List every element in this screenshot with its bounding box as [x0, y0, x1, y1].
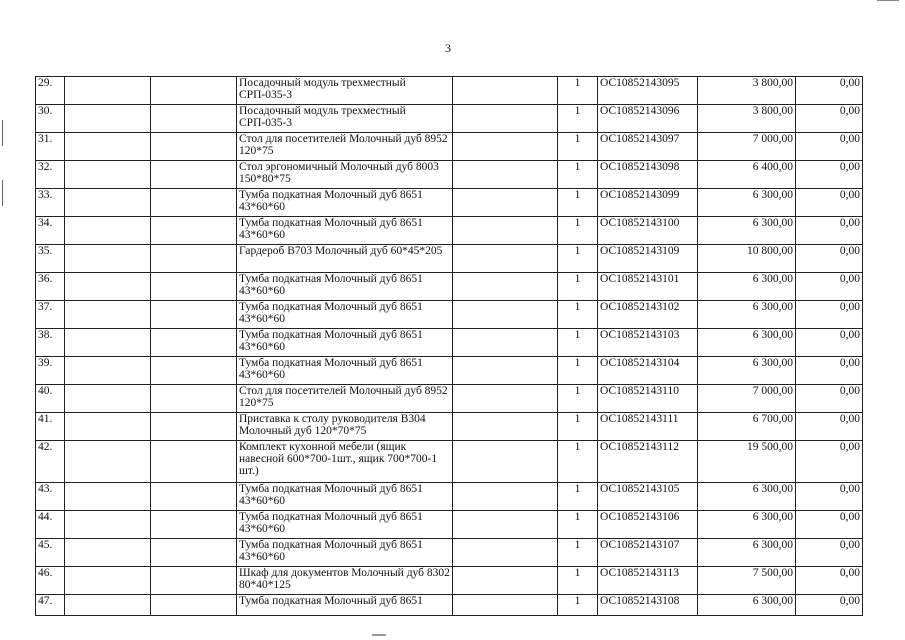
empty-cell [151, 105, 237, 133]
empty-cell [453, 413, 558, 441]
residual-cell: 0,00 [796, 161, 863, 189]
empty-cell [453, 483, 558, 511]
residual-cell: 0,00 [796, 511, 863, 539]
empty-cell [151, 301, 237, 329]
inventory-code-cell: ОС10852143097 [598, 133, 698, 161]
item-name-cell: Тумба подкатная Молочный дуб 8651 43*60*60 [237, 217, 453, 245]
table-body [36, 77, 863, 616]
empty-cell [65, 273, 151, 301]
row-number-cell: 29. [36, 77, 65, 105]
row-number-cell: 44. [36, 511, 65, 539]
row-number-cell: 38. [36, 329, 65, 357]
row-number-cell: 35. [36, 245, 65, 273]
quantity-cell: 1 [558, 595, 598, 616]
residual-cell: 0,00 [796, 273, 863, 301]
empty-cell [151, 189, 237, 217]
item-name-cell: Стол эргономичный Молочный дуб 8003 150*80*75 [237, 161, 453, 189]
empty-cell [151, 539, 237, 567]
amount-cell: 7 000,00 [698, 133, 796, 161]
item-name-cell: Тумба подкатная Молочный дуб 8651 43*60*60 [237, 357, 453, 385]
inventory-code-cell: ОС10852143104 [598, 357, 698, 385]
quantity-cell: 1 [558, 301, 598, 329]
amount-cell: 7 500,00 [698, 567, 796, 595]
quantity-cell: 1 [558, 161, 598, 189]
empty-cell [65, 539, 151, 567]
empty-cell [151, 511, 237, 539]
residual-cell: 0,00 [796, 385, 863, 413]
inventory-code-cell: ОС10852143096 [598, 105, 698, 133]
table-row [36, 161, 863, 189]
item-name-cell: Приставка к столу руководителя В304 Молочный дуб 120*70*75 [237, 413, 453, 441]
item-name-cell: Шкаф для документов Молочный дуб 8302 80*40*125 [237, 567, 453, 595]
page-number: 3 [445, 41, 451, 55]
residual-cell: 0,00 [796, 189, 863, 217]
row-number-cell: 43. [36, 483, 65, 511]
empty-cell [151, 245, 237, 273]
row-number-cell: 32. [36, 161, 65, 189]
inventory-code-cell: ОС10852143100 [598, 217, 698, 245]
table-row [36, 413, 863, 441]
row-number-cell: 33. [36, 189, 65, 217]
empty-cell [453, 133, 558, 161]
quantity-cell: 1 [558, 483, 598, 511]
row-number-cell: 37. [36, 301, 65, 329]
empty-cell [151, 441, 237, 483]
inventory-code-cell: ОС10852143108 [598, 595, 698, 616]
residual-cell: 0,00 [796, 217, 863, 245]
amount-cell: 6 300,00 [698, 539, 796, 567]
row-number-cell: 36. [36, 273, 65, 301]
table-row [36, 357, 863, 385]
empty-cell [65, 161, 151, 189]
empty-cell [151, 413, 237, 441]
item-name-cell: Тумба подкатная Молочный дуб 8651 43*60*60 [237, 273, 453, 301]
table-row [36, 441, 863, 483]
amount-cell: 6 400,00 [698, 161, 796, 189]
amount-cell: 6 300,00 [698, 357, 796, 385]
table-row [36, 483, 863, 511]
residual-cell: 0,00 [796, 105, 863, 133]
empty-cell [453, 539, 558, 567]
item-name-cell: Посадочный модуль трехместный СРП-035-3 [237, 105, 453, 133]
empty-cell [453, 385, 558, 413]
empty-cell [453, 329, 558, 357]
amount-cell: 6 300,00 [698, 329, 796, 357]
empty-cell [65, 133, 151, 161]
empty-cell [65, 329, 151, 357]
residual-cell: 0,00 [796, 245, 863, 273]
empty-cell [65, 483, 151, 511]
item-name-cell: Тумба подкатная Молочный дуб 8651 [237, 595, 453, 616]
inventory-table [35, 76, 863, 616]
residual-cell: 0,00 [796, 133, 863, 161]
amount-cell: 3 800,00 [698, 105, 796, 133]
residual-cell: 0,00 [796, 329, 863, 357]
row-number-cell: 47. [36, 595, 65, 616]
empty-cell [453, 595, 558, 616]
empty-cell [65, 217, 151, 245]
row-number-cell: 46. [36, 567, 65, 595]
quantity-cell: 1 [558, 245, 598, 273]
item-name-cell: Тумба подкатная Молочный дуб 8651 43*60*60 [237, 539, 453, 567]
item-name-cell: Тумба подкатная Молочный дуб 8651 43*60*60 [237, 511, 453, 539]
inventory-code-cell: ОС10852143105 [598, 483, 698, 511]
table-row [36, 567, 863, 595]
empty-cell [65, 441, 151, 483]
inventory-code-cell: ОС10852143101 [598, 273, 698, 301]
empty-cell [453, 301, 558, 329]
inventory-code-cell: ОС10852143111 [598, 413, 698, 441]
table-row [36, 273, 863, 301]
item-name-cell: Посадочный модуль трехместный СРП-035-3 [237, 77, 453, 105]
quantity-cell: 1 [558, 357, 598, 385]
empty-cell [151, 483, 237, 511]
empty-cell [453, 77, 558, 105]
amount-cell: 7 000,00 [698, 385, 796, 413]
amount-cell: 6 300,00 [698, 189, 796, 217]
item-name-cell: Гардероб В703 Молочный дуб 60*45*205 [237, 245, 453, 273]
quantity-cell: 1 [558, 217, 598, 245]
residual-cell: 0,00 [796, 357, 863, 385]
residual-cell: 0,00 [796, 413, 863, 441]
empty-cell [151, 567, 237, 595]
table-row [36, 595, 863, 616]
quantity-cell: 1 [558, 413, 598, 441]
inventory-code-cell: ОС10852143110 [598, 385, 698, 413]
row-number-cell: 34. [36, 217, 65, 245]
empty-cell [453, 567, 558, 595]
empty-cell [151, 385, 237, 413]
row-number-cell: 39. [36, 357, 65, 385]
amount-cell: 6 300,00 [698, 217, 796, 245]
item-name-cell: Стол для посетителей Молочный дуб 8952 120*75 [237, 133, 453, 161]
quantity-cell: 1 [558, 567, 598, 595]
item-name-cell: Стол для посетителей Молочный дуб 8952 120*75 [237, 385, 453, 413]
item-name-cell: Тумба подкатная Молочный дуб 8651 43*60*60 [237, 483, 453, 511]
amount-cell: 6 700,00 [698, 413, 796, 441]
empty-cell [151, 217, 237, 245]
scan-margin-mark [2, 180, 3, 206]
amount-cell: 3 800,00 [698, 77, 796, 105]
table-row [36, 217, 863, 245]
residual-cell: 0,00 [796, 567, 863, 595]
table-row [36, 245, 863, 273]
amount-cell: 19 500,00 [698, 441, 796, 483]
table-row [36, 385, 863, 413]
item-name-cell: Комплект кухонной мебели (ящик навесной 600*700-1шт., ящик 700*700-1 шт.) [237, 441, 453, 483]
row-number-cell: 30. [36, 105, 65, 133]
row-number-cell: 45. [36, 539, 65, 567]
quantity-cell: 1 [558, 539, 598, 567]
amount-cell: 6 300,00 [698, 511, 796, 539]
empty-cell [151, 77, 237, 105]
quantity-cell: 1 [558, 329, 598, 357]
empty-cell [65, 189, 151, 217]
inventory-code-cell: ОС10852143098 [598, 161, 698, 189]
empty-cell [453, 161, 558, 189]
scan-edge-mark [372, 634, 386, 636]
residual-cell: 0,00 [796, 595, 863, 616]
empty-cell [453, 357, 558, 385]
amount-cell: 6 300,00 [698, 273, 796, 301]
empty-cell [65, 567, 151, 595]
scan-margin-mark [2, 120, 3, 146]
quantity-cell: 1 [558, 273, 598, 301]
inventory-code-cell: ОС10852143109 [598, 245, 698, 273]
empty-cell [65, 245, 151, 273]
inventory-code-cell: ОС10852143099 [598, 189, 698, 217]
inventory-code-cell: ОС10852143113 [598, 567, 698, 595]
empty-cell [453, 441, 558, 483]
empty-cell [453, 245, 558, 273]
empty-cell [65, 385, 151, 413]
empty-cell [65, 301, 151, 329]
empty-cell [453, 273, 558, 301]
item-name-cell: Тумба подкатная Молочный дуб 8651 43*60*60 [237, 329, 453, 357]
row-number-cell: 41. [36, 413, 65, 441]
empty-cell [453, 511, 558, 539]
empty-cell [65, 105, 151, 133]
quantity-cell: 1 [558, 441, 598, 483]
quantity-cell: 1 [558, 77, 598, 105]
empty-cell [151, 329, 237, 357]
item-name-cell: Тумба подкатная Молочный дуб 8651 43*60*60 [237, 301, 453, 329]
amount-cell: 6 300,00 [698, 483, 796, 511]
table-row [36, 189, 863, 217]
residual-cell: 0,00 [796, 77, 863, 105]
item-name-cell: Тумба подкатная Молочный дуб 8651 43*60*60 [237, 189, 453, 217]
quantity-cell: 1 [558, 385, 598, 413]
inventory-code-cell: ОС10852143103 [598, 329, 698, 357]
empty-cell [151, 133, 237, 161]
row-number-cell: 40. [36, 385, 65, 413]
empty-cell [65, 413, 151, 441]
residual-cell: 0,00 [796, 483, 863, 511]
table-row [36, 77, 863, 105]
empty-cell [453, 217, 558, 245]
residual-cell: 0,00 [796, 539, 863, 567]
quantity-cell: 1 [558, 511, 598, 539]
empty-cell [65, 77, 151, 105]
inventory-code-cell: ОС10852143112 [598, 441, 698, 483]
empty-cell [65, 511, 151, 539]
inventory-code-cell: ОС10852143095 [598, 77, 698, 105]
table-row [36, 301, 863, 329]
table-row [36, 511, 863, 539]
inventory-code-cell: ОС10852143107 [598, 539, 698, 567]
inventory-code-cell: ОС10852143102 [598, 301, 698, 329]
inventory-code-cell: ОС10852143106 [598, 511, 698, 539]
scan-edge-mark [877, 0, 899, 1]
empty-cell [151, 595, 237, 616]
empty-cell [151, 161, 237, 189]
table-row [36, 539, 863, 567]
table-row [36, 329, 863, 357]
row-number-cell: 42. [36, 441, 65, 483]
empty-cell [151, 357, 237, 385]
empty-cell [453, 189, 558, 217]
amount-cell: 6 300,00 [698, 301, 796, 329]
empty-cell [151, 273, 237, 301]
residual-cell: 0,00 [796, 441, 863, 483]
empty-cell [453, 105, 558, 133]
quantity-cell: 1 [558, 133, 598, 161]
residual-cell: 0,00 [796, 301, 863, 329]
empty-cell [65, 595, 151, 616]
amount-cell: 6 300,00 [698, 595, 796, 616]
table-row [36, 105, 863, 133]
amount-cell: 10 800,00 [698, 245, 796, 273]
row-number-cell: 31. [36, 133, 65, 161]
quantity-cell: 1 [558, 189, 598, 217]
table-row [36, 133, 863, 161]
empty-cell [65, 357, 151, 385]
quantity-cell: 1 [558, 105, 598, 133]
